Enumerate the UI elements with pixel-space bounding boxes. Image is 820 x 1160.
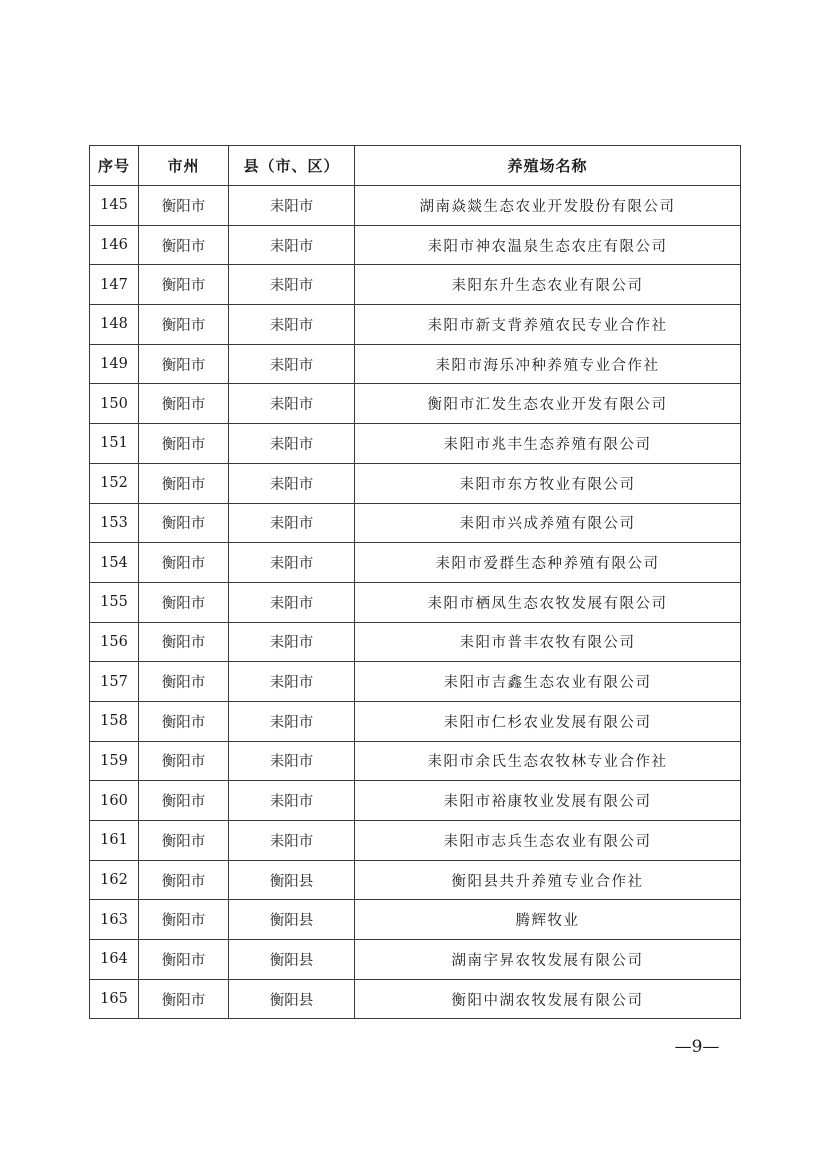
serial-number-cell: 161 (90, 821, 139, 861)
table-body (90, 186, 741, 1019)
farm-name-cell: 耒阳市神农温泉生态农庄有限公司 (355, 225, 741, 265)
serial-number-cell: 148 (90, 305, 139, 345)
table-row (90, 503, 741, 543)
city-cell: 衡阳市 (139, 463, 229, 503)
serial-number-cell: 157 (90, 662, 139, 702)
county-cell: 耒阳市 (229, 265, 355, 305)
county-cell: 耒阳市 (229, 622, 355, 662)
serial-number-cell: 164 (90, 940, 139, 980)
header-farm-name: 养殖场名称 (355, 146, 741, 186)
county-cell: 耒阳市 (229, 781, 355, 821)
table-row (90, 384, 741, 424)
city-cell: 衡阳市 (139, 940, 229, 980)
county-cell: 耒阳市 (229, 503, 355, 543)
farm-name-cell: 耒阳市普丰农牧有限公司 (355, 622, 741, 662)
serial-number-cell: 147 (90, 265, 139, 305)
table-row (90, 821, 741, 861)
table-row (90, 424, 741, 464)
city-cell: 衡阳市 (139, 821, 229, 861)
table-row (90, 186, 741, 226)
farm-name-cell: 耒阳市爱群生态种养殖有限公司 (355, 543, 741, 583)
county-cell: 耒阳市 (229, 821, 355, 861)
table-row (90, 543, 741, 583)
farm-name-cell: 衡阳市汇发生态农业开发有限公司 (355, 384, 741, 424)
farm-name-cell: 耒阳市栖凤生态农牧发展有限公司 (355, 582, 741, 622)
city-cell: 衡阳市 (139, 344, 229, 384)
farm-name-cell: 耒阳市东方牧业有限公司 (355, 463, 741, 503)
serial-number-cell: 155 (90, 582, 139, 622)
serial-number-cell: 152 (90, 463, 139, 503)
city-cell: 衡阳市 (139, 265, 229, 305)
serial-number-cell: 146 (90, 225, 139, 265)
table-row (90, 860, 741, 900)
table-row (90, 741, 741, 781)
table-row (90, 622, 741, 662)
city-cell: 衡阳市 (139, 781, 229, 821)
farm-name-cell: 耒阳市余氏生态农牧林专业合作社 (355, 741, 741, 781)
serial-number-cell: 149 (90, 344, 139, 384)
farm-name-cell: 耒阳东升生态农业有限公司 (355, 265, 741, 305)
header-row (90, 146, 741, 186)
serial-number-cell: 154 (90, 543, 139, 583)
serial-number-cell: 158 (90, 701, 139, 741)
serial-number-cell: 163 (90, 900, 139, 940)
table-row (90, 701, 741, 741)
table-row (90, 900, 741, 940)
farm-name-cell: 衡阳县共升养殖专业合作社 (355, 860, 741, 900)
county-cell: 衡阳县 (229, 860, 355, 900)
table-row (90, 463, 741, 503)
table-row (90, 582, 741, 622)
city-cell: 衡阳市 (139, 225, 229, 265)
farm-registry-table (89, 145, 741, 1019)
farm-name-cell: 耒阳市兴成养殖有限公司 (355, 503, 741, 543)
city-cell: 衡阳市 (139, 622, 229, 662)
table-row (90, 662, 741, 702)
table-header (90, 146, 741, 186)
city-cell: 衡阳市 (139, 384, 229, 424)
serial-number-cell: 159 (90, 741, 139, 781)
serial-number-cell: 165 (90, 979, 139, 1019)
farm-name-cell: 腾辉牧业 (355, 900, 741, 940)
serial-number-cell: 160 (90, 781, 139, 821)
county-cell: 耒阳市 (229, 424, 355, 464)
county-cell: 耒阳市 (229, 384, 355, 424)
farm-name-cell: 湖南焱燚生态农业开发股份有限公司 (355, 186, 741, 226)
county-cell: 耒阳市 (229, 701, 355, 741)
farm-name-cell: 耒阳市海乐冲种养殖专业合作社 (355, 344, 741, 384)
farm-name-cell: 耒阳市兆丰生态养殖有限公司 (355, 424, 741, 464)
serial-number-cell: 150 (90, 384, 139, 424)
city-cell: 衡阳市 (139, 741, 229, 781)
county-cell: 耒阳市 (229, 225, 355, 265)
city-cell: 衡阳市 (139, 662, 229, 702)
table-row (90, 344, 741, 384)
farm-name-cell: 耒阳市仁杉农业发展有限公司 (355, 701, 741, 741)
county-cell: 耒阳市 (229, 741, 355, 781)
table-row (90, 305, 741, 345)
table-row (90, 781, 741, 821)
table-row (90, 940, 741, 980)
serial-number-cell: 145 (90, 186, 139, 226)
city-cell: 衡阳市 (139, 424, 229, 464)
table-row (90, 979, 741, 1019)
farm-name-cell: 湖南宇昇农牧发展有限公司 (355, 940, 741, 980)
table-row (90, 225, 741, 265)
header-county-city-district: 县（市、区） (229, 146, 355, 186)
farm-name-cell: 耒阳市吉鑫生态农业有限公司 (355, 662, 741, 702)
serial-number-cell: 156 (90, 622, 139, 662)
serial-number-cell: 153 (90, 503, 139, 543)
county-cell: 耒阳市 (229, 186, 355, 226)
county-cell: 耒阳市 (229, 344, 355, 384)
farm-name-cell: 衡阳中湖农牧发展有限公司 (355, 979, 741, 1019)
county-cell: 耒阳市 (229, 543, 355, 583)
table-row (90, 265, 741, 305)
header-serial-number: 序号 (90, 146, 139, 186)
farm-name-cell: 耒阳市裕康牧业发展有限公司 (355, 781, 741, 821)
city-cell: 衡阳市 (139, 860, 229, 900)
serial-number-cell: 151 (90, 424, 139, 464)
farm-name-cell: 耒阳市志兵生态农业有限公司 (355, 821, 741, 861)
city-cell: 衡阳市 (139, 503, 229, 543)
farm-name-cell: 耒阳市新支背养殖农民专业合作社 (355, 305, 741, 345)
county-cell: 耒阳市 (229, 305, 355, 345)
city-cell: 衡阳市 (139, 186, 229, 226)
county-cell: 衡阳县 (229, 940, 355, 980)
city-cell: 衡阳市 (139, 582, 229, 622)
county-cell: 耒阳市 (229, 582, 355, 622)
page-number: —9— (674, 1037, 720, 1057)
county-cell: 衡阳县 (229, 979, 355, 1019)
city-cell: 衡阳市 (139, 900, 229, 940)
city-cell: 衡阳市 (139, 305, 229, 345)
city-cell: 衡阳市 (139, 701, 229, 741)
city-cell: 衡阳市 (139, 543, 229, 583)
county-cell: 耒阳市 (229, 463, 355, 503)
city-cell: 衡阳市 (139, 979, 229, 1019)
header-city-prefecture: 市州 (139, 146, 229, 186)
county-cell: 耒阳市 (229, 662, 355, 702)
county-cell: 衡阳县 (229, 900, 355, 940)
serial-number-cell: 162 (90, 860, 139, 900)
